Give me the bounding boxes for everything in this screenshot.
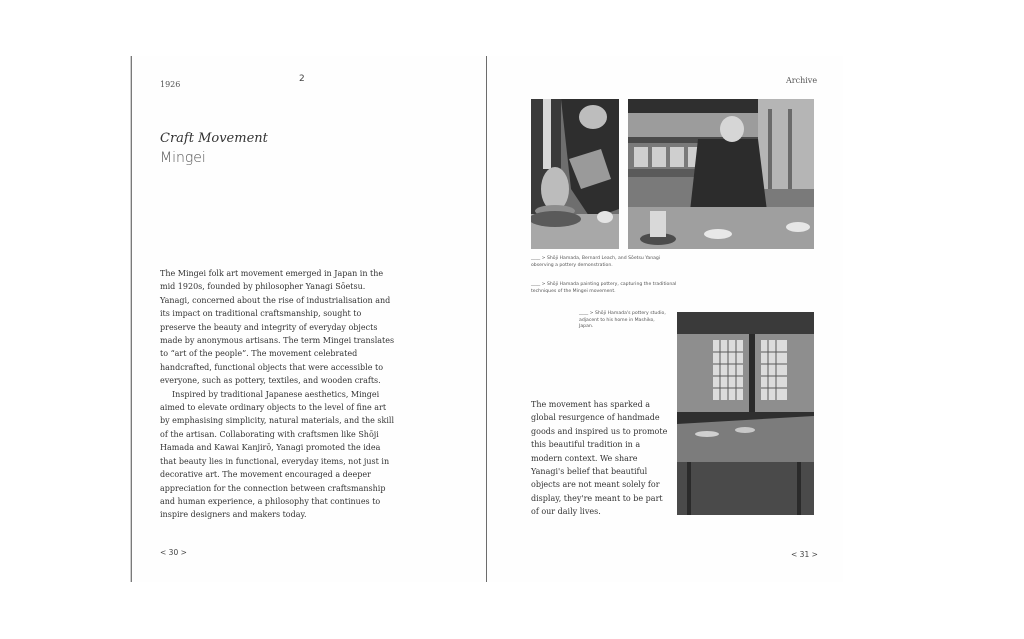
left-page	[131, 56, 486, 582]
section-title-italic: Craft Movement	[160, 131, 268, 146]
paragraph-2: Inspired by traditional Japanese aesthetics, Mingei aimed to elevate ordinary objects to the level of fine art by emphasising simplicity, natural materials, and the skill of the artisan. Collaborating with craftsmen like Shōji Hamada and Kawai Kanjirō, Yanagi promoted the idea that beauty lies in functional, everyday items, not just in decorative art. The movement encouraged a deeper appreciation for the connection between craftsmanship and human experience, a philosophy that continues to inspire designers and makers today.	[160, 389, 395, 520]
photo-pottery-demonstration	[531, 99, 619, 249]
archive-header: Archive	[786, 76, 818, 85]
page-number-left: < 30 >	[160, 548, 187, 557]
photo-pottery-studio-image	[677, 312, 814, 515]
right-paragraph: The movement has sparked a global resurgence of handmade goods and inspired us to promote this beautiful tradition in a modern context. We share Yanagi's belief that beautiful objects are not meant solely for display, they're meant to be part of our daily lives.	[531, 400, 668, 517]
right-page	[486, 56, 843, 582]
body-text	[160, 267, 396, 522]
page-number-right: < 31 >	[791, 550, 818, 559]
caption-3: ____ > Shōji Hamada's pottery studio, adjacent to his home in Mashiko, Japan.	[579, 311, 666, 330]
year-label: 1926	[160, 80, 181, 89]
folio-number: 2	[299, 74, 305, 84]
photo-hamada-painting-image	[628, 99, 814, 249]
photo-pottery-demonstration-image	[531, 99, 619, 249]
photo-pottery-studio	[677, 312, 814, 515]
caption-1: ____ > Shōji Hamada, Bernard Leach, and Sōetsu Yanagi observing a pottery demonstration.	[531, 256, 661, 268]
section-title: Mingei	[160, 150, 206, 166]
caption-2: ____ > Shōji Hamada painting pottery, capturing the traditional techniques of the Mingei movement.	[531, 282, 677, 294]
paragraph-1: The Mingei folk art movement emerged in Japan in the mid 1920s, founded by philosopher Yanagi Sōetsu. Yanagi, concerned about the rise of industrialisation and its impact on traditional craftsmanship, sought to preserve the beauty and integrity of everyday objects made by anonymous artisans. The term Mingei translates to “art of the people”. The movement celebrated handcrafted, functional objects that were accessible to everyone, such as pottery, textiles, and wooden crafts.	[160, 269, 395, 386]
photo-hamada-painting	[628, 99, 814, 249]
